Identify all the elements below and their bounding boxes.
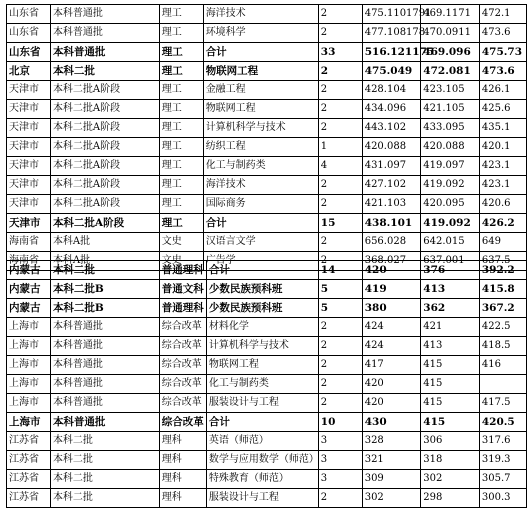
- table-row: [7, 24, 527, 43]
- count-cell: 2: [318, 5, 362, 24]
- min-score-cell: 415: [421, 413, 480, 432]
- max-score-cell: 417: [362, 356, 421, 375]
- major-cell: 物联网工程: [203, 100, 318, 119]
- max-score-cell: 321: [362, 451, 421, 470]
- province-cell: 天津市: [7, 214, 51, 233]
- max-score-cell: 380: [362, 299, 421, 318]
- major-cell: 环境科学: [203, 24, 318, 43]
- category-cell: 理工: [159, 138, 203, 157]
- count-cell: 2: [318, 176, 362, 195]
- province-cell: 内蒙古: [7, 261, 51, 280]
- count-cell: 2: [318, 375, 362, 394]
- table-row: [7, 62, 527, 81]
- count-cell: 1: [318, 138, 362, 157]
- count-cell: 33: [318, 43, 362, 62]
- batch-cell: 本科二批: [50, 62, 159, 81]
- table-row: [7, 337, 527, 356]
- batch-cell: 本科A批: [50, 233, 159, 252]
- batch-cell: 本科二批A阶段: [50, 214, 159, 233]
- category-cell: 普通文科: [159, 280, 206, 299]
- count-cell: 2: [318, 318, 362, 337]
- max-score-cell: 420: [362, 375, 421, 394]
- avg-score-cell: 473.6: [479, 24, 526, 43]
- count-cell: 2: [318, 100, 362, 119]
- avg-score-cell: 420.1: [479, 138, 526, 157]
- category-cell: 文史: [159, 252, 203, 271]
- major-cell: 少数民族预科班: [206, 280, 318, 299]
- table-row: [7, 195, 527, 214]
- batch-cell: 本科普通批: [50, 394, 159, 413]
- category-cell: 综合改革: [159, 337, 206, 356]
- admission-table-2-body: [7, 261, 527, 508]
- min-score-cell: 415: [421, 394, 480, 413]
- min-score-cell: 637.001: [421, 252, 480, 271]
- avg-score-cell: 317.6: [479, 432, 526, 451]
- batch-cell: 本科A批: [50, 252, 159, 271]
- avg-score-cell: 418.5: [479, 337, 526, 356]
- count-cell: 15: [318, 214, 362, 233]
- table-row: [7, 413, 527, 432]
- major-cell: 合计: [206, 413, 318, 432]
- category-cell: 文史: [159, 233, 203, 252]
- category-cell: 理工: [159, 81, 203, 100]
- max-score-cell: 421.103: [362, 195, 421, 214]
- province-cell: 山东省: [7, 5, 51, 24]
- batch-cell: 本科二批B: [50, 299, 159, 318]
- province-cell: 内蒙古: [7, 280, 51, 299]
- count-cell: 2: [318, 394, 362, 413]
- batch-cell: 本科二批: [50, 432, 159, 451]
- min-score-cell: 472.081: [421, 62, 480, 81]
- major-cell: 化工与制药类: [206, 375, 318, 394]
- min-score-cell: 421.105: [421, 100, 480, 119]
- batch-cell: 本科普通批: [50, 356, 159, 375]
- batch-cell: 本科二批A阶段: [50, 81, 159, 100]
- major-cell: 汉语言文学: [203, 233, 318, 252]
- province-cell: 上海市: [7, 375, 51, 394]
- max-score-cell: 419: [362, 280, 421, 299]
- table-row: [7, 470, 527, 489]
- major-cell: 合计: [203, 43, 318, 62]
- min-score-cell: 376: [421, 261, 480, 280]
- max-score-cell: 368.027: [362, 252, 421, 271]
- max-score-cell: 302: [362, 489, 421, 508]
- major-cell: 材料化学: [206, 318, 318, 337]
- category-cell: 理科: [159, 470, 206, 489]
- category-cell: 理工: [159, 100, 203, 119]
- min-score-cell: 470.0911: [421, 24, 480, 43]
- category-cell: 综合改革: [159, 356, 206, 375]
- category-cell: 理工: [159, 24, 203, 43]
- category-cell: 综合改革: [159, 413, 206, 432]
- category-cell: 综合改革: [159, 375, 206, 394]
- count-cell: 4: [318, 157, 362, 176]
- province-cell: 山东省: [7, 43, 51, 62]
- min-score-cell: 413: [421, 280, 480, 299]
- max-score-cell: 420: [362, 394, 421, 413]
- category-cell: 理工: [159, 119, 203, 138]
- province-cell: 海南省: [7, 252, 51, 271]
- max-score-cell: 430: [362, 413, 421, 432]
- avg-score-cell: 319.3: [479, 451, 526, 470]
- max-score-cell: 420.088: [362, 138, 421, 157]
- max-score-cell: 475.049: [362, 62, 421, 81]
- min-score-cell: 423.105: [421, 81, 480, 100]
- major-cell: 英语（师范）: [206, 432, 318, 451]
- batch-cell: 本科普通批: [50, 5, 159, 24]
- min-score-cell: 642.015: [421, 233, 480, 252]
- table-row: [7, 43, 527, 62]
- province-cell: 天津市: [7, 195, 51, 214]
- table-row: [7, 318, 527, 337]
- table-row: [7, 489, 527, 508]
- major-cell: 物联网工程: [206, 356, 318, 375]
- min-score-cell: 415: [421, 375, 480, 394]
- batch-cell: 本科二批A阶段: [50, 119, 159, 138]
- batch-cell: 本科普通批: [50, 24, 159, 43]
- province-cell: 江苏省: [7, 432, 51, 451]
- avg-score-cell: 367.2: [479, 299, 526, 318]
- avg-score-cell: 420.6: [479, 195, 526, 214]
- table-row: [7, 233, 527, 252]
- batch-cell: 本科普通批: [50, 375, 159, 394]
- avg-score-cell: 415.8: [479, 280, 526, 299]
- avg-score-cell: 423.1: [479, 157, 526, 176]
- table-row: [7, 394, 527, 413]
- avg-score-cell: 305.7: [479, 470, 526, 489]
- table-row: [7, 157, 527, 176]
- category-cell: 理工: [159, 157, 203, 176]
- category-cell: 综合改革: [159, 318, 206, 337]
- major-cell: 特殊教育（师范）: [206, 470, 318, 489]
- admission-table-2: [6, 260, 527, 508]
- batch-cell: 本科二批: [50, 489, 159, 508]
- admission-table-1-body: [7, 5, 527, 271]
- batch-cell: 本科二批A阶段: [50, 157, 159, 176]
- min-score-cell: 419.092: [421, 176, 480, 195]
- table-row: [7, 5, 527, 24]
- table-row: [7, 138, 527, 157]
- major-cell: 合计: [203, 214, 318, 233]
- major-cell: 化工与制药类: [203, 157, 318, 176]
- max-score-cell: 420: [362, 261, 421, 280]
- count-cell: 2: [318, 233, 362, 252]
- batch-cell: 本科二批A阶段: [50, 176, 159, 195]
- table-row: [7, 375, 527, 394]
- province-cell: 江苏省: [7, 470, 51, 489]
- min-score-cell: 298: [421, 489, 480, 508]
- batch-cell: 本科二批: [50, 451, 159, 470]
- major-cell: 广告学: [203, 252, 318, 271]
- min-score-cell: 419.097: [421, 157, 480, 176]
- max-score-cell: 475.1101791: [362, 5, 421, 24]
- category-cell: 理工: [159, 62, 203, 81]
- min-score-cell: 362: [421, 299, 480, 318]
- table-row: [7, 214, 527, 233]
- batch-cell: 本科二批A阶段: [50, 195, 159, 214]
- table-row: [7, 81, 527, 100]
- category-cell: 理科: [159, 432, 206, 451]
- category-cell: 理工: [159, 195, 203, 214]
- min-score-cell: 413: [421, 337, 480, 356]
- avg-score-cell: 472.1: [479, 5, 526, 24]
- major-cell: 海洋技术: [203, 5, 318, 24]
- province-cell: 上海市: [7, 318, 51, 337]
- max-score-cell: 656.028: [362, 233, 421, 252]
- count-cell: 10: [318, 413, 362, 432]
- min-score-cell: 302: [421, 470, 480, 489]
- province-cell: 天津市: [7, 100, 51, 119]
- count-cell: 3: [318, 451, 362, 470]
- count-cell: 2: [318, 62, 362, 81]
- count-cell: 3: [318, 432, 362, 451]
- batch-cell: 本科二批: [50, 261, 159, 280]
- count-cell: 5: [318, 299, 362, 318]
- category-cell: 理工: [159, 43, 203, 62]
- count-cell: 2: [318, 24, 362, 43]
- table-row: [7, 451, 527, 470]
- batch-cell: 本科普通批: [50, 318, 159, 337]
- major-cell: 计算机科学与技术: [206, 337, 318, 356]
- min-score-cell: 306: [421, 432, 480, 451]
- province-cell: 江苏省: [7, 489, 51, 508]
- province-cell: 天津市: [7, 119, 51, 138]
- min-score-cell: 420.088: [421, 138, 480, 157]
- province-cell: 江苏省: [7, 451, 51, 470]
- min-score-cell: 318: [421, 451, 480, 470]
- min-score-cell: 469.096: [421, 43, 480, 62]
- avg-score-cell: [479, 375, 526, 394]
- batch-cell: 本科二批A阶段: [50, 138, 159, 157]
- major-cell: 合计: [206, 261, 318, 280]
- category-cell: 理工: [159, 5, 203, 24]
- avg-score-cell: 637.5: [479, 252, 526, 271]
- batch-cell: 本科普通批: [50, 337, 159, 356]
- min-score-cell: 419.092: [421, 214, 480, 233]
- category-cell: 普通理科: [159, 299, 206, 318]
- province-cell: 海南省: [7, 233, 51, 252]
- major-cell: 纺织工程: [203, 138, 318, 157]
- avg-score-cell: 416: [479, 356, 526, 375]
- batch-cell: 本科普通批: [50, 43, 159, 62]
- major-cell: 计算机科学与技术: [203, 119, 318, 138]
- table-row: [7, 299, 527, 318]
- avg-score-cell: 425.6: [479, 100, 526, 119]
- major-cell: 国际商务: [203, 195, 318, 214]
- count-cell: 14: [318, 261, 362, 280]
- count-cell: 5: [318, 280, 362, 299]
- min-score-cell: 415: [421, 356, 480, 375]
- avg-score-cell: 473.6: [479, 62, 526, 81]
- province-cell: 山东省: [7, 24, 51, 43]
- count-cell: 2: [318, 252, 362, 271]
- max-score-cell: 434.096: [362, 100, 421, 119]
- min-score-cell: 469.1171: [421, 5, 480, 24]
- batch-cell: 本科二批: [50, 470, 159, 489]
- max-score-cell: 424: [362, 318, 421, 337]
- max-score-cell: 427.102: [362, 176, 421, 195]
- max-score-cell: 428.104: [362, 81, 421, 100]
- major-cell: 物联网工程: [203, 62, 318, 81]
- category-cell: 普通理科: [159, 261, 206, 280]
- batch-cell: 本科二批A阶段: [50, 100, 159, 119]
- avg-score-cell: 300.3: [479, 489, 526, 508]
- max-score-cell: 438.101: [362, 214, 421, 233]
- major-cell: 服装设计与工程: [206, 394, 318, 413]
- count-cell: 3: [318, 470, 362, 489]
- province-cell: 北京: [7, 62, 51, 81]
- table-row: [7, 356, 527, 375]
- batch-cell: 本科二批B: [50, 280, 159, 299]
- province-cell: 上海市: [7, 413, 51, 432]
- major-cell: 金融工程: [203, 81, 318, 100]
- min-score-cell: 420.095: [421, 195, 480, 214]
- avg-score-cell: 417.5: [479, 394, 526, 413]
- major-cell: 数学与应用数学（师范）: [206, 451, 318, 470]
- province-cell: 上海市: [7, 394, 51, 413]
- avg-score-cell: 422.5: [479, 318, 526, 337]
- table-row: [7, 119, 527, 138]
- avg-score-cell: 426.1: [479, 81, 526, 100]
- max-score-cell: 424: [362, 337, 421, 356]
- province-cell: 上海市: [7, 337, 51, 356]
- count-cell: 2: [318, 119, 362, 138]
- category-cell: 理工: [159, 214, 203, 233]
- table-row: [7, 100, 527, 119]
- table-row: [7, 280, 527, 299]
- province-cell: 天津市: [7, 138, 51, 157]
- count-cell: 2: [318, 81, 362, 100]
- province-cell: 天津市: [7, 176, 51, 195]
- min-score-cell: 433.095: [421, 119, 480, 138]
- category-cell: 综合改革: [159, 394, 206, 413]
- avg-score-cell: 475.73: [479, 43, 526, 62]
- table-row: [7, 176, 527, 195]
- province-cell: 天津市: [7, 81, 51, 100]
- count-cell: 2: [318, 337, 362, 356]
- max-score-cell: 328: [362, 432, 421, 451]
- avg-score-cell: 435.1: [479, 119, 526, 138]
- max-score-cell: 309: [362, 470, 421, 489]
- count-cell: 2: [318, 356, 362, 375]
- max-score-cell: 477.108178: [362, 24, 421, 43]
- admission-table-1: [6, 4, 527, 271]
- table-row: [7, 432, 527, 451]
- category-cell: 理工: [159, 176, 203, 195]
- count-cell: 2: [318, 195, 362, 214]
- category-cell: 理科: [159, 489, 206, 508]
- max-score-cell: 431.097: [362, 157, 421, 176]
- batch-cell: 本科普通批: [50, 413, 159, 432]
- province-cell: 内蒙古: [7, 299, 51, 318]
- avg-score-cell: 423.1: [479, 176, 526, 195]
- table-row: [7, 261, 527, 280]
- count-cell: 2: [318, 489, 362, 508]
- major-cell: 服装设计与工程: [206, 489, 318, 508]
- min-score-cell: 421: [421, 318, 480, 337]
- major-cell: 少数民族预科班: [206, 299, 318, 318]
- province-cell: 天津市: [7, 157, 51, 176]
- max-score-cell: 443.102: [362, 119, 421, 138]
- major-cell: 海洋技术: [203, 176, 318, 195]
- avg-score-cell: 649: [479, 233, 526, 252]
- avg-score-cell: 426.2: [479, 214, 526, 233]
- province-cell: 上海市: [7, 356, 51, 375]
- avg-score-cell: 392.2: [479, 261, 526, 280]
- avg-score-cell: 420.5: [479, 413, 526, 432]
- max-score-cell: 516.121175: [362, 43, 421, 62]
- category-cell: 理科: [159, 451, 206, 470]
